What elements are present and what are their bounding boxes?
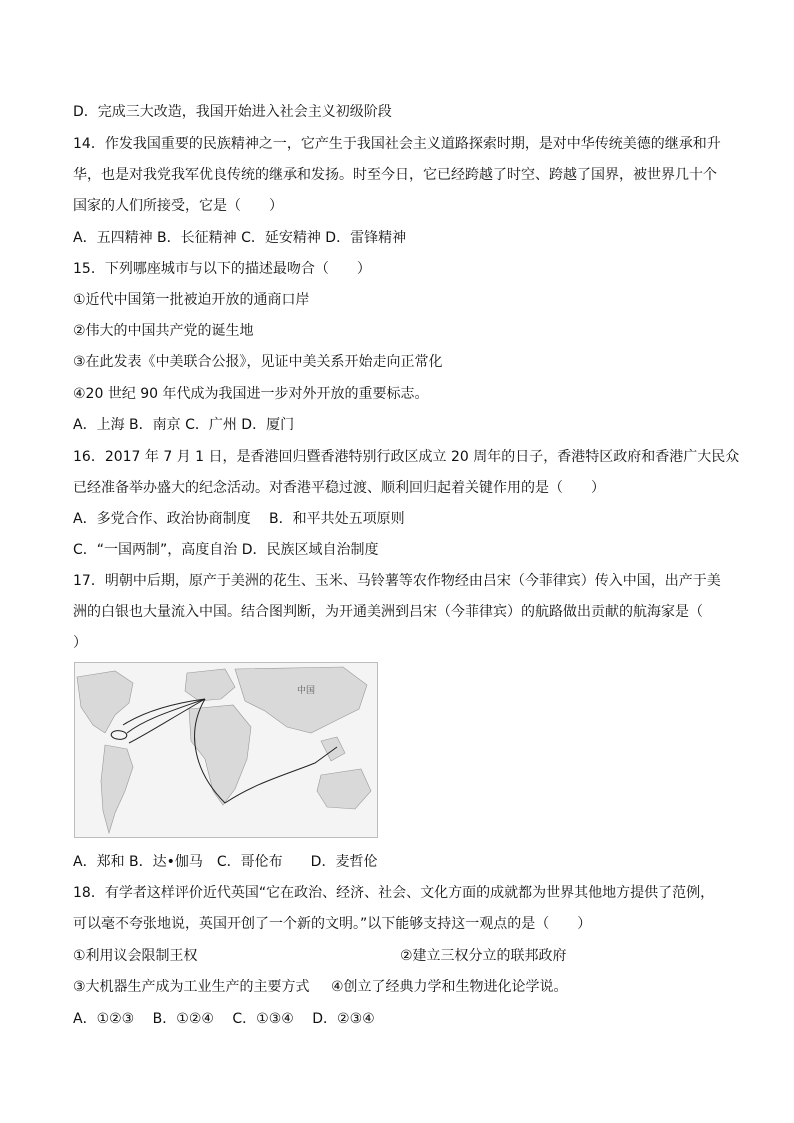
map-label-china: 中国: [297, 686, 316, 696]
question-18-item-2: ②建立三权分立的联邦政府: [400, 948, 567, 964]
question-18-item-4: ④创立了经典力学和生物进化论学说。: [331, 979, 568, 995]
question-14-line-3: 国家的人们所接受，它是（ ）: [73, 198, 283, 214]
question-16-line-2: 已经准备举办盛大的纪念活动。对香港平稳过渡、顺利回归起着关键作用的是（ ）: [73, 480, 605, 496]
question-15-item-2: ②伟大的中国共产党的诞生地: [73, 323, 254, 339]
question-15-stem: 15．下列哪座城市与以下的描述最吻合（ ）: [73, 261, 371, 277]
question-18-item-3: ③大机器生产成为工业生产的主要方式: [73, 979, 310, 995]
question-14-options: A．五四精神 B．长征精神 C．延安精神 D．雷锋精神: [73, 230, 407, 246]
option-d-q13: D．完成三大改造，我国开始进入社会主义初级阶段: [73, 104, 392, 120]
question-15-options: A．上海 B．南京 C．广州 D．厦门: [73, 417, 295, 433]
question-18-item-1: ①利用议会限制王权: [73, 948, 198, 964]
question-14-line-2: 华，也是对我党我军优良传统的继承和发扬。时至今日，它已经跨越了时空、跨越了国界，被世界几十个: [73, 167, 717, 183]
world-route-map: [74, 662, 378, 838]
question-15-item-1: ①近代中国第一批被迫开放的通商口岸: [73, 292, 310, 308]
question-16-line-1: 16．2017 年 7 月 1 日，是香港回归暨香港特别行政区成立 20 周年的日子，香港特区政府和香港广大民众: [73, 449, 740, 465]
question-16-options-ab: A．多党合作、政治协商制度 B．和平共处五项原则: [73, 511, 405, 527]
question-18-line-2: 可以毫不夸张地说，英国开创了一个新的文明。”以下能够支持这一观点的是（ ）: [73, 916, 592, 932]
question-16-options-cd: C．“一国两制”，高度自治 D．民族区域自治制度: [73, 542, 379, 558]
question-15-item-4: ④20 世纪 90 年代成为我国进一步对外开放的重要标志。: [73, 386, 429, 402]
question-17-line-3: ）: [73, 635, 87, 651]
question-17-line-2: 洲的白银也大量流入中国。结合图判断，为开通美洲到吕宋（今菲律宾）的航路做出贡献的航海家是（: [73, 604, 703, 620]
question-18-line-1: 18．有学者这样评价近代英国“它在政治、经济、社会、文化方面的成就都为世界其他地方提供了范例，: [73, 885, 715, 901]
question-15-item-3: ③在此发表《中美联合公报》，见证中美关系开始走向正常化: [73, 354, 443, 370]
question-17-line-1: 17．明朝中后期，原产于美洲的花生、玉米、马铃薯等农作物经由吕宋（今菲律宾）传入中国，出产于美: [73, 573, 721, 589]
question-14-line-1: 14．作发我国重要的民族精神之一，它产生于我国社会主义道路探索时期，是对中华传统美德的继承和升: [73, 136, 721, 152]
map-drawing: [75, 663, 377, 837]
question-17-options: A．郑和 B．达•伽马 C．哥伦布 D．麦哲伦: [73, 854, 378, 870]
question-18-options: A．①②③ B．①②④ C．①③④ D．②③④: [73, 1011, 375, 1027]
